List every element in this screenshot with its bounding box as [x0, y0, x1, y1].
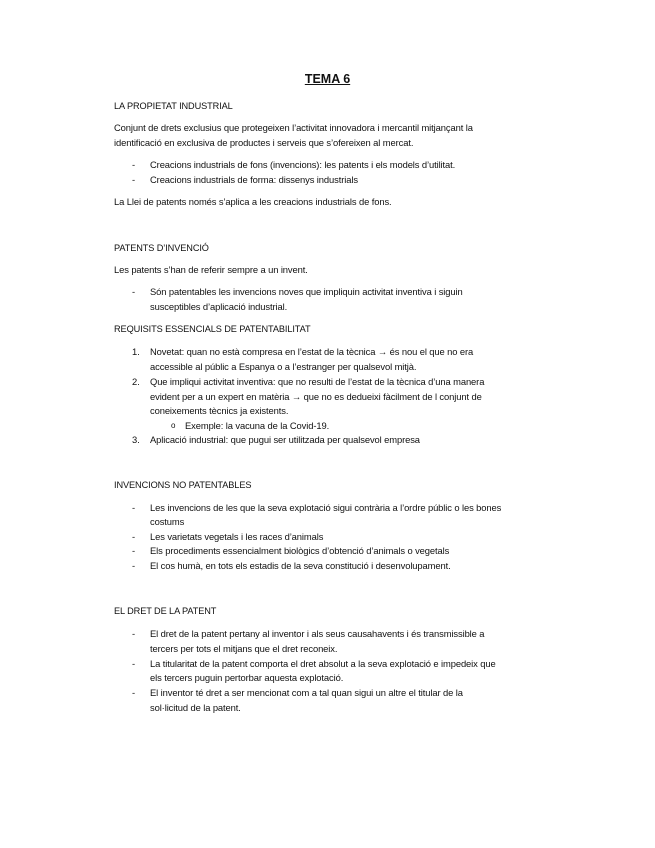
list-item: El cos humà, en tots els estadis de la seva constitució i desenvolupament.: [150, 560, 451, 571]
list-dash: -: [132, 628, 136, 639]
list-item-continuation: coneixements tècnics ja existents.: [150, 405, 289, 416]
list-item-continuation: els tercers puguin pertorbar aquesta explotació.: [150, 672, 344, 683]
list-item: Les invencions de les que la seva explotació sigui contrària a l’ordre públic o les bones: [150, 502, 502, 513]
list-item: La titularitat de la patent comporta el dret absolut a la seva explotació e impedeix que: [150, 658, 496, 669]
list-item: Creacions industrials de fons (invencions): les patents i els models d’utilitat.: [150, 159, 456, 170]
section-heading-propietat-industrial: LA PROPIETAT INDUSTRIAL: [114, 101, 233, 111]
list-dash: -: [132, 687, 136, 698]
list-number: 1.: [132, 346, 140, 357]
section-heading-requisits: REQUISITS ESSENCIALS DE PATENTABILITAT: [114, 324, 311, 334]
list-item: El dret de la patent pertany al inventor i als seus causahavents i és transmissible a: [150, 628, 485, 639]
page-title: TEMA 6: [304, 72, 351, 86]
sub-bullet: o: [171, 421, 176, 430]
list-dash: -: [132, 560, 136, 571]
list-item: El inventor té dret a ser mencionat com a tal quan sigui un altre el titular de la: [150, 687, 463, 698]
list-item: Aplicació industrial: que pugui ser utilitzada per qualsevol empresa: [150, 434, 420, 445]
list-dash: -: [132, 658, 136, 669]
list-dash: -: [132, 159, 136, 170]
list-item: Els procediments essencialment biològics d’obtenció d’animals o vegetals: [150, 545, 450, 556]
list-dash: -: [132, 502, 136, 513]
list-item: Novetat: quan no està compresa en l’estat de la tècnica → és nou el que no era: [150, 346, 474, 357]
paragraph-line: identificació en exclusiva de productes i serveis que s’ofereixen al mercat.: [114, 137, 414, 148]
list-item-continuation: accessible al públic a Espanya o a l’estranger per qualsevol mitjà.: [150, 361, 417, 372]
list-item-continuation: tercers per tots el mitjans que el dret reconeix.: [150, 643, 338, 654]
paragraph-line: La Llei de patents només s’aplica a les creacions industrials de fons.: [114, 196, 392, 207]
list-item-continuation: evident per a un expert en matèria → que no es dedueixi fàcilment de l conjunt de: [150, 391, 482, 402]
section-heading-no-patentables: INVENCIONS NO PATENTABLES: [114, 480, 252, 490]
section-heading-patents-invencio: PATENTS D’INVENCIÓ: [114, 243, 209, 253]
list-item-continuation: susceptibles d’aplicació industrial.: [150, 301, 288, 312]
list-dash: -: [132, 174, 136, 185]
list-dash: -: [132, 286, 136, 297]
sub-list-item: Exemple: la vacuna de la Covid-19.: [185, 420, 330, 431]
paragraph-line: Conjunt de drets exclusius que protegeixen l’activitat innovadora i mercantil mitjançant la: [114, 122, 473, 133]
list-number: 3.: [132, 434, 140, 445]
list-item: Creacions industrials de forma: dissenys industrials: [150, 174, 358, 185]
list-dash: -: [132, 531, 136, 542]
list-item: Són patentables les invencions noves que impliquin activitat inventiva i siguin: [150, 286, 463, 297]
list-item-continuation: sol·licitud de la patent.: [150, 702, 241, 713]
list-item: Que impliqui activitat inventiva: que no resulti de l’estat de la tècnica d’una manera: [150, 376, 485, 387]
list-item-continuation: costums: [150, 516, 185, 527]
list-item: Les varietats vegetals i les races d’animals: [150, 531, 324, 542]
paragraph-line: Les patents s’han de referir sempre a un invent.: [114, 264, 308, 275]
list-dash: -: [132, 545, 136, 556]
section-heading-dret-patent: EL DRET DE LA PATENT: [114, 606, 217, 616]
list-number: 2.: [132, 376, 140, 387]
